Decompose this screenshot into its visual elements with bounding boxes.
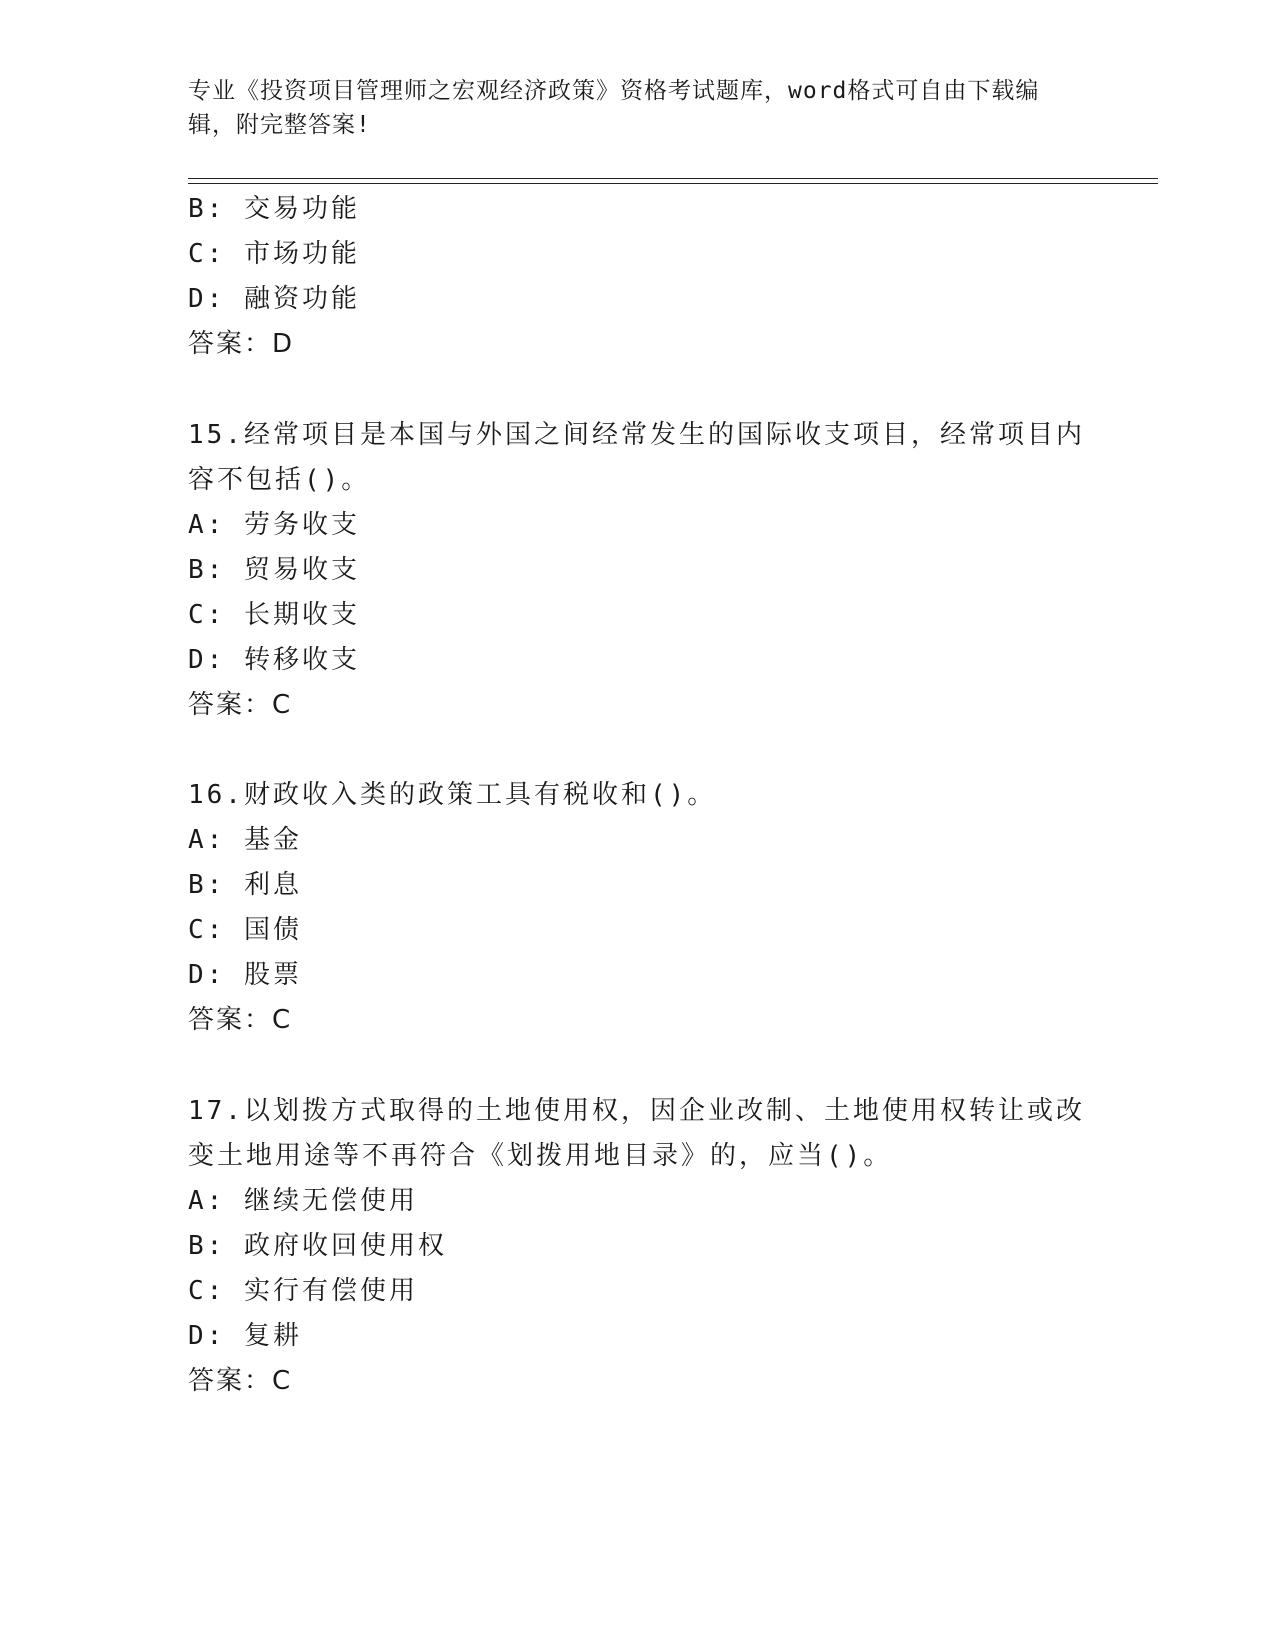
- q16-stem-line-1: 16.财政收入类的政策工具有税收和()。: [188, 780, 717, 810]
- q16-option-b: B: 利息: [188, 870, 302, 900]
- q17-stem-line-2: 变土地用途等不再符合《划拨用地目录》的，应当()。: [188, 1141, 893, 1171]
- q14-answer: 答案：D: [188, 329, 295, 359]
- q17-option-a: A: 继续无偿使用: [188, 1186, 418, 1216]
- q15-option-d: D: 转移收支: [188, 645, 360, 675]
- q16-option-a: A: 基金: [188, 825, 302, 855]
- q15-option-b: B: 贸易收支: [188, 555, 360, 585]
- q14-option-c: C: 市场功能: [188, 239, 360, 269]
- q15-option-c: C: 长期收支: [188, 600, 360, 630]
- header-line-1: 专业《投资项目管理师之宏观经济政策》资格考试题库，word格式可自由下载编: [188, 78, 1040, 104]
- q17-answer: 答案：C: [188, 1366, 293, 1396]
- q17-option-d: D: 复耕: [188, 1321, 302, 1351]
- q16-answer: 答案：C: [188, 1005, 293, 1035]
- header-divider-top: [188, 178, 1158, 179]
- q17-stem-line-1: 17.以划拨方式取得的土地使用权，因企业改制、土地使用权转让或改: [188, 1096, 1085, 1126]
- q15-stem-line-1: 15.经常项目是本国与外国之间经常发生的国际收支项目，经常项目内: [188, 420, 1085, 450]
- q15-option-a: A: 劳务收支: [188, 510, 360, 540]
- header-divider-bottom: [188, 183, 1158, 184]
- q17-option-c: C: 实行有偿使用: [188, 1276, 418, 1306]
- q16-option-d: D: 股票: [188, 960, 302, 990]
- document-header: [188, 74, 1088, 142]
- q15-stem-line-2: 容不包括()。: [188, 465, 371, 495]
- header-line-2: 辑，附完整答案!: [188, 112, 371, 138]
- q17-option-b: B: 政府收回使用权: [188, 1231, 447, 1261]
- q14-option-d: D: 融资功能: [188, 284, 360, 314]
- q14-option-b: B: 交易功能: [188, 194, 360, 224]
- q16-option-c: C: 国债: [188, 915, 302, 945]
- q15-answer: 答案：C: [188, 690, 293, 720]
